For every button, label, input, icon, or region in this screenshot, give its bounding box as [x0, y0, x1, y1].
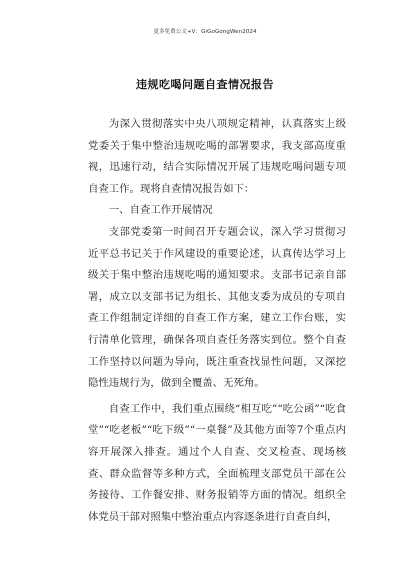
section-heading: 一、自查工作开展情况 [108, 204, 213, 217]
header-note: 更多免费公文+V：GiGoGongWen2024 [153, 29, 257, 35]
document-title: 违规吃喝问题自查情况报告 [136, 78, 274, 91]
body-paragraph: 自查工作中，我们重点围绕“相互吃”“吃公函”“吃食堂”“吃老板”“吃下级”“一桌餐”及其他方面等7个重点内容开展深入排查。通过个人自查、交叉检查、现场核查、群众监督等多种方式，全面梳理支部党员干部在公务接待、工作餐安排、财务报销等方面的情况。组织全体党员干部对照集中整治重点内容逐条进行自查自纠， [88, 402, 346, 523]
body-paragraph: 支部党委第一时间召开专题会议，深入学习贯彻习近平总书记关于作风建设的重要论述，认真传达学习上级关于集中整治违规吃喝的通知要求。支部书记亲自部署，成立以支部书记为组长、其他支委为成员的专项自查工作组制定详细的自查工作方案，建立工作台账，实行清单化管理，确保各项自查任务落实到位。整个自查工作坚持以问题为导向，既注重查找显性问题，又深挖隐性违规行为，做到全覆盖、无死角。 [88, 225, 346, 390]
intro-paragraph: 为深入贯彻落实中央八项规定精神，认真落实上级党委关于集中整治违规吃喝的部署要求，我支部高度重视，迅速行动，结合实际情况开展了违规吃喝问题专项自查工作。现将自查情况报告如下： [88, 118, 346, 195]
document-body [88, 114, 346, 528]
